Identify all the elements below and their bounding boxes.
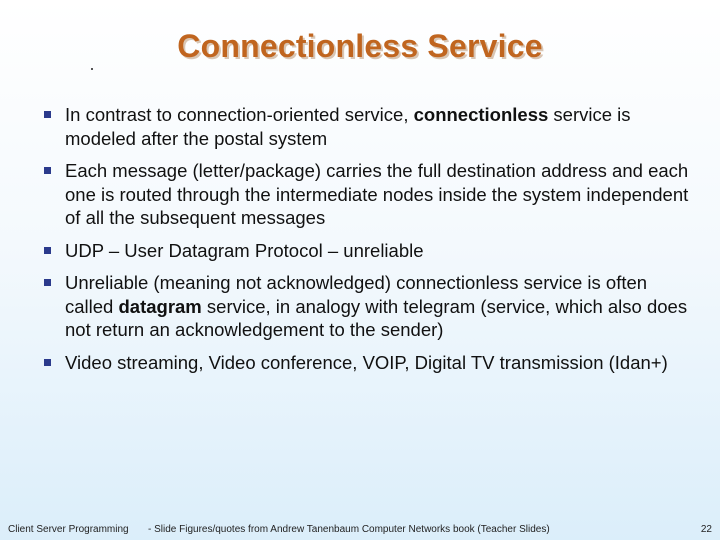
square-bullet-icon	[44, 359, 51, 366]
square-bullet-icon	[44, 247, 51, 254]
bullet-bold-text: datagram	[118, 295, 202, 317]
bullet-text: In contrast to connection-oriented service,	[65, 104, 414, 125]
decorative-dot	[91, 68, 93, 70]
footer-course-name: Client Server Programming	[8, 524, 129, 535]
bullet-text: UDP – User Datagram Protocol – unreliable	[65, 239, 424, 261]
bullet-text: Each message (letter/package) carries the full destination address and each one is routed through the intermediate nodes inside the system independent of all the subsequent messages	[65, 160, 689, 228]
bullet-item	[44, 103, 694, 150]
page-number: 22	[700, 524, 712, 535]
bullet-item	[44, 271, 694, 342]
bullet-bold-text: connectionless	[413, 104, 549, 125]
square-bullet-icon	[44, 111, 51, 118]
bullet-text: service is modeled after the postal system	[65, 104, 631, 149]
bullet-list	[44, 103, 694, 383]
bullet-text: Video streaming, Video conference, VOIP, Digital TV transmission (Idan+)	[65, 351, 668, 373]
bullet-item	[44, 351, 694, 375]
square-bullet-icon	[44, 167, 51, 174]
slide-title: Connectionless Service	[177, 28, 543, 64]
square-bullet-icon	[44, 279, 51, 286]
footer-credits: - Slide Figures/quotes from Andrew Tanenbaum Computer Networks book (Teacher Slides)	[148, 524, 550, 535]
bullet-text: service, in analogy with telegram (service, which also does not return an acknowledgement to the sender)	[65, 295, 688, 340]
bullet-item	[44, 159, 694, 230]
bullet-item	[44, 239, 694, 263]
bullet-text: Unreliable (meaning not acknowledged) connectionless service is often called	[65, 272, 648, 317]
